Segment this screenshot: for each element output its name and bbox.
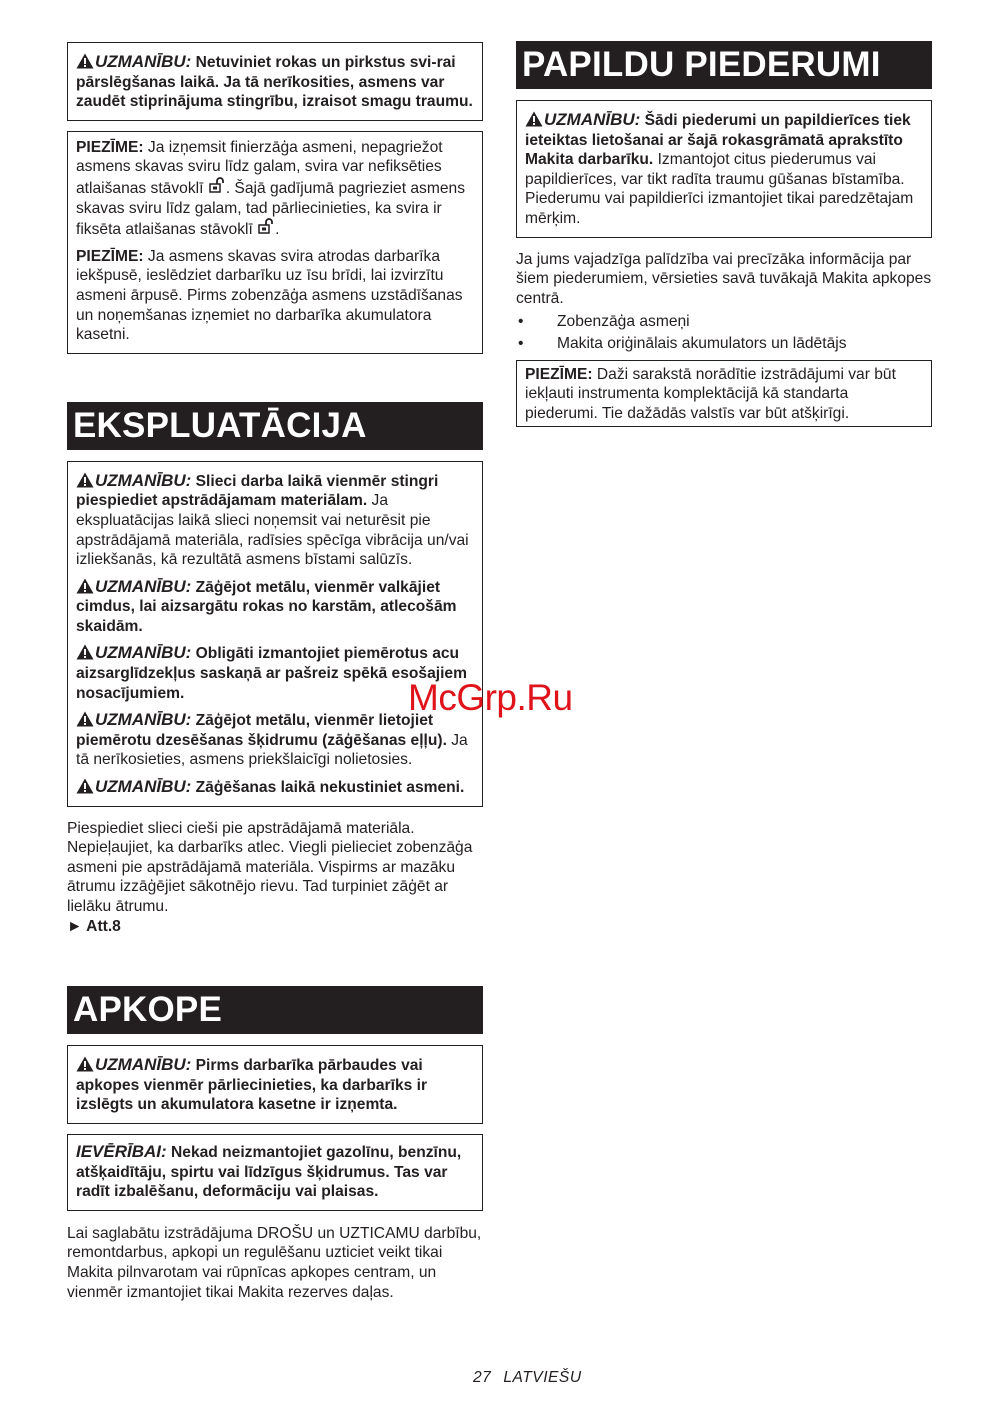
- caution-box-accessories: [516, 100, 932, 238]
- section-heading-piederumi: PAPILDU PIEDERUMI: [516, 41, 932, 89]
- list-item-text: Zobenzāģa asmeņi: [557, 313, 690, 331]
- caution-text: Zāģēšanas laikā nekustiniet asmeni.: [191, 779, 465, 797]
- section-heading-apkope: APKOPE: [67, 986, 483, 1034]
- note-text: . Šajā gadījumā pagrieziet asmens skavas sviru līdz galam, tad pārliecinieties, ka svira ir fiksēta atlaišanas stāvoklī: [76, 179, 465, 239]
- warning-triangle-icon: [76, 578, 94, 594]
- caution-paragraph: [76, 52, 474, 112]
- caution-text: Zāģējot metālu, vienmēr valkājiet cimdus, lai aizsargātu rokas no karstām, atlecošām skaidām.: [76, 578, 457, 635]
- caution-label: UZMANĪBU:: [95, 470, 192, 490]
- caution-paragraph: [76, 777, 474, 798]
- caution-text: Zāģējot metālu, vienmēr lietojiet piemērotu dzesēšanas šķidrumu (zāģēšanas eļļu).: [76, 712, 447, 749]
- caution-text: Netuviniet rokas un pirkstus svi-rai pārslēgšanas laikā. Ja tā nerīkosities, asmens var zaudēt stiprinājuma stingrību, izraisot smagu traumu.: [76, 54, 473, 111]
- caution-box-lever: [67, 42, 483, 121]
- page-number: 27: [473, 1369, 492, 1386]
- caution-paragraph: [76, 577, 474, 637]
- warning-triangle-icon: [76, 778, 94, 794]
- caution-text: Obligāti izmantojiet piemērotus acu aizsarglīdzekļus saskaņā ar pašreiz spēkā esošajiem nosacījumiem.: [76, 645, 467, 702]
- caution-text: Ja tā nerīkosieties, asmens priekšlaicīgi nolietosies.: [76, 731, 468, 769]
- bullet-mark: •: [518, 334, 524, 352]
- note-text: Ja izņemsit finierzāģa asmeni, nepagriežot asmens skavas sviru līdz galam, svira var nefiksēties atlaišanas stāvoklī: [76, 138, 443, 197]
- note-box-blade: [67, 131, 483, 354]
- warning-triangle-icon: [525, 111, 543, 127]
- caution-paragraph: [76, 1055, 474, 1115]
- caution-text: Izmantojot citus piederumus vai papildierīces, var tikt radīta traumu gūšanas bīstamība. Piederumu vai papildierīci izmantojiet tikai paredzētajam mērķim.: [525, 151, 914, 227]
- footer-language: LATVIEŠU: [503, 1369, 582, 1386]
- caution-label: UZMANĪBU:: [95, 643, 192, 663]
- note-paragraph-1: [76, 138, 474, 240]
- caution-paragraph: [76, 710, 474, 770]
- warning-triangle-icon: [76, 53, 94, 69]
- note-text: Daži sarakstā norādītie izstrādājumi var būt iekļauti instrumenta komplektācijā kā standarta piederumi. Tie dažādās valstīs var būt atšķirīgi.: [525, 365, 896, 422]
- notice-text: Nekad neizmantojiet gazolīnu, benzīnu, atšķaidītāju, spirtu vai līdzīgus šķidrumus. Tas var radīt izbalēšanu, deformāciju vai plaisas.: [76, 1143, 462, 1201]
- warning-triangle-icon: [76, 1056, 94, 1072]
- figure-reference: ► Att.8: [67, 917, 121, 935]
- warning-triangle-icon: [76, 644, 94, 660]
- caution-label: UZMANĪBU:: [95, 1055, 192, 1075]
- note-paragraph-2: [76, 247, 474, 345]
- accessories-paragraph: Ja jums vajadzīga palīdzība vai precīzāka informācija par šiem piederumiem, vērsieties savā tuvākajā Makita apkopes centrā.: [516, 250, 932, 307]
- left-column: [67, 42, 483, 1302]
- note-label: PIEZĪME:: [525, 365, 593, 383]
- warning-triangle-icon: [76, 711, 94, 727]
- note-text: .: [275, 221, 280, 239]
- bullet-mark: •: [518, 313, 524, 331]
- watermark: McGrp.Ru: [408, 677, 573, 718]
- unlock-icon: [258, 218, 274, 234]
- caution-label: UZMANĪBU:: [95, 710, 192, 730]
- unlock-icon: [209, 177, 225, 193]
- notice-paragraph: [76, 1142, 474, 1202]
- accessories-list: [516, 312, 932, 353]
- maintenance-paragraph: Lai saglabātu izstrādājuma DROŠU un UZTICAMU darbību, remontdarbus, apkopi un regulēšanu uzticiet veikt tikai Makita pilnvarotam vai rūpnīcas apkopes centram, un vienmēr izmantojiet tikai Makita rezerves daļas.: [67, 1224, 482, 1301]
- note-paragraph: [525, 365, 923, 424]
- list-item: [516, 312, 932, 332]
- list-item: [516, 334, 932, 354]
- caution-text: Pirms darbarīka pārbaudes vai apkopes vienmēr pārliecinieties, ka darbarīks ir izslēgts un akumulatora kasetne ir izņemta.: [76, 1057, 428, 1114]
- section-heading-ekspluatacija: EKSPLUATĀCIJA: [67, 402, 483, 450]
- caution-label: UZMANĪBU:: [544, 110, 641, 129]
- caution-box-operation: [67, 461, 483, 807]
- warning-triangle-icon: [76, 472, 94, 488]
- caution-label: UZMANĪBU:: [95, 52, 192, 71]
- right-column: [516, 41, 932, 427]
- page-footer: [473, 1368, 594, 1388]
- caution-paragraph: [525, 110, 923, 229]
- note-box-accessories: [516, 360, 932, 428]
- caution-paragraph: [76, 471, 474, 570]
- caution-box-maintenance: [67, 1045, 483, 1124]
- note-text: Ja asmens skavas svira atrodas darbarīka iekšpusē, ieslēdziet darbarīku uz īsu brīdi, lai izvirzītu asmeni ārpusē. Pirms zobenzāģa asmens uzstādīšanas un noņemšanas izņemiet no darbarīka akumulatora kasetni.: [76, 247, 463, 344]
- operation-paragraph: Piespiediet slieci cieši pie apstrādājamā materiāla. Nepieļaujiet, ka darbarīks atlec. Viegli pielieciet zobenzāģa asmeni pie apstrādājamā materiāla. Vispirms ar mazāku ātrumu izzāģējiet sākotnējo rievu. Tad turpiniet zāģēt ar lielāku ātrumu.: [67, 819, 473, 915]
- caution-text: Slieci darba laikā vienmēr stingri piespiediet apstrādājamam materiālam.: [76, 472, 439, 510]
- notice-label: IEVĒRĪBAI:: [76, 1141, 167, 1161]
- caution-label: UZMANĪBU:: [95, 576, 192, 596]
- note-label: PIEZĪME:: [76, 247, 144, 265]
- caution-text: Ja ekspluatācijas laikā slieci noņemsit vai neturēsit pie apstrādājamā materiāla, radīsies spēcīga vibrācija un/vai izliekšanās, kā rezultātā asmens bīstami salūzīs.: [76, 492, 469, 569]
- list-item-text: Makita oriģinālais akumulators un lādētājs: [557, 334, 847, 352]
- caution-label: UZMANĪBU:: [95, 777, 192, 797]
- note-label: PIEZĪME:: [76, 138, 144, 156]
- notice-box: [67, 1134, 483, 1211]
- caution-text: Šādi piederumi un papildierīces tiek ieteiktas lietošanai ar šajā rokasgrāmatā aprakstīto Makita darbarīku.: [525, 112, 911, 169]
